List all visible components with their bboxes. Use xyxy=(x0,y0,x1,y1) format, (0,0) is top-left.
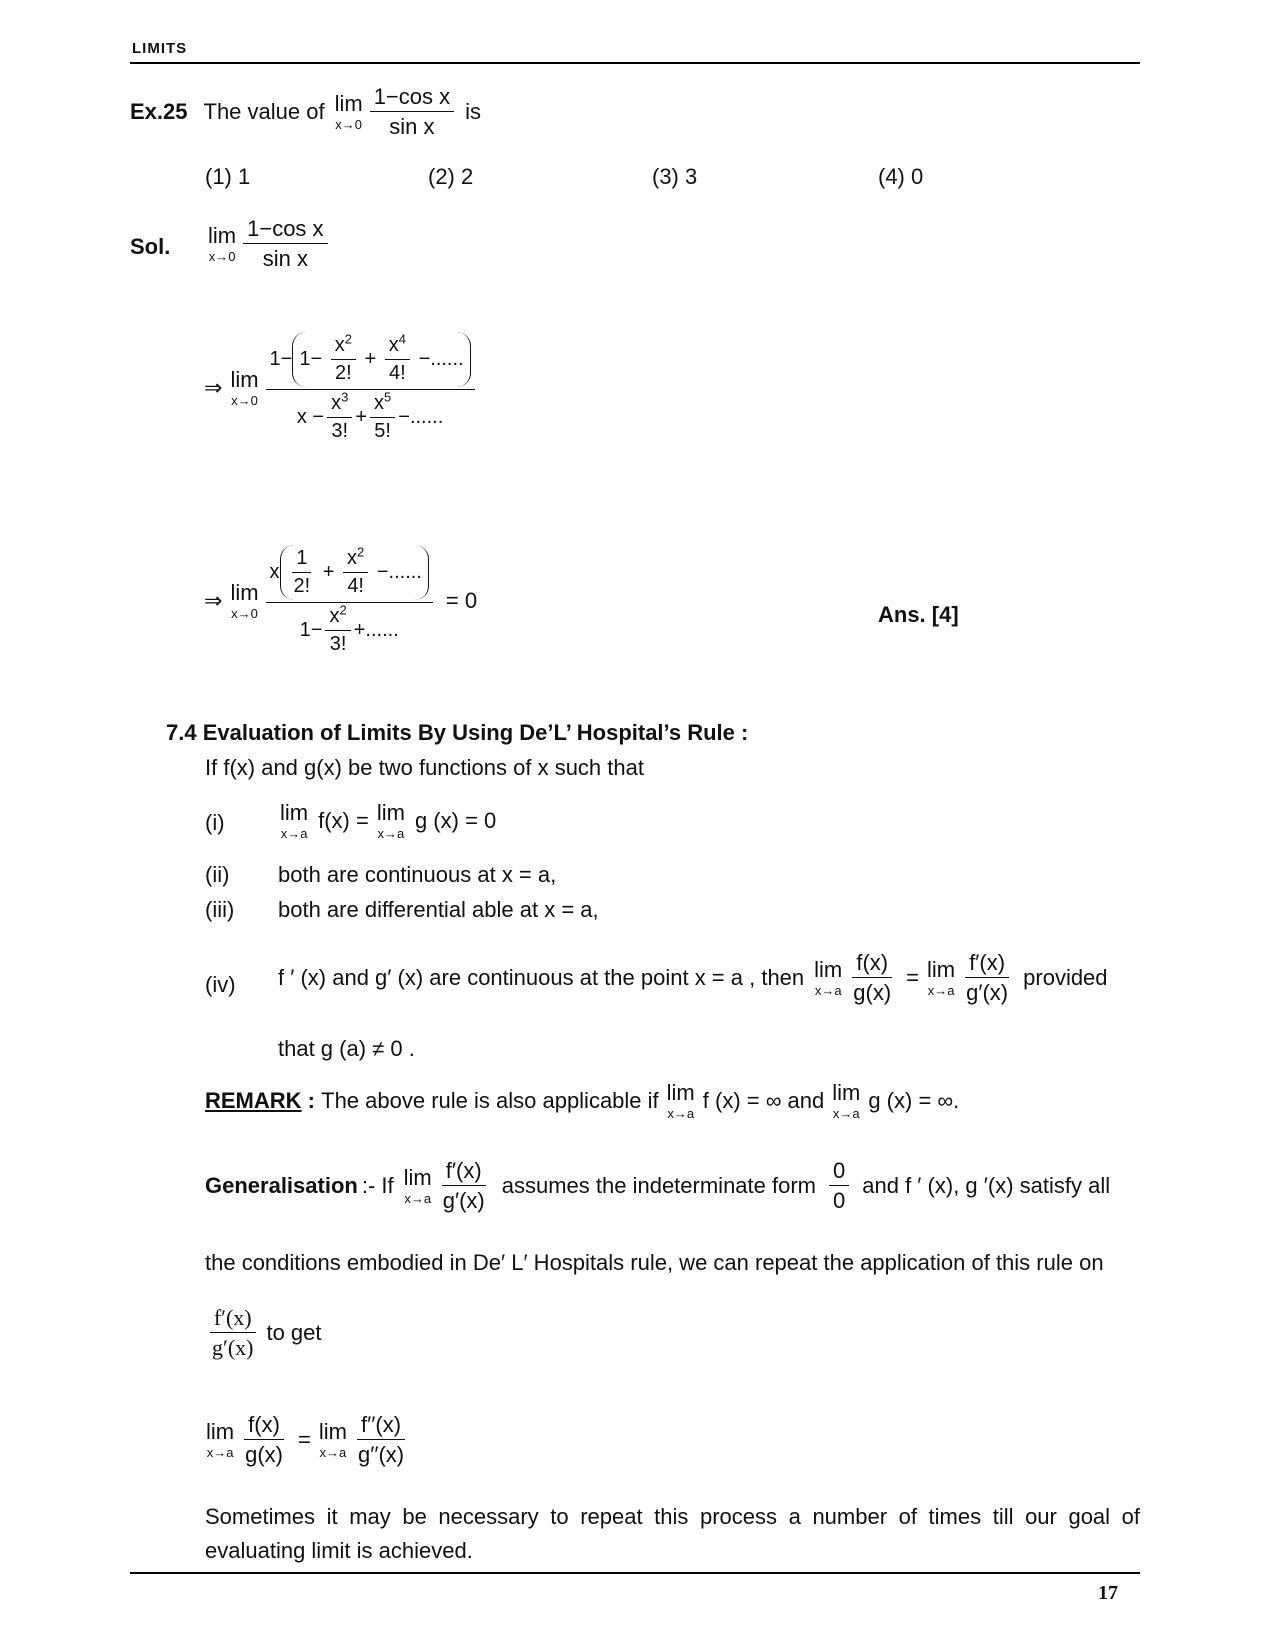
solution-step-2: ⇒ lim x→0 1− 1− $\frac{x^2}{2!}$ + $\frac{x^4}{4!}$ −...... x − $\frac{x^3}{3!}$ + $\frac{x^5}{5!}$ −...... xyxy=(204,332,478,443)
limit-operator: lim x→0 xyxy=(334,90,363,132)
generalisation-label: Generalisation xyxy=(205,1172,358,1198)
solution-label: Sol. xyxy=(130,234,171,259)
cond-iii-number: (iii) xyxy=(205,897,235,922)
generalisation: Generalisation :- If lim x→a f′(x) g′(x) assumes the indeterminate form 0 0 and f ′ (x), g ′(x) satisfy all xyxy=(205,1158,1111,1214)
remark-label: REMARK xyxy=(205,1088,302,1113)
cond-i-expression: lim x→a f(x) = lim x→a g (x) = 0 xyxy=(280,800,497,841)
cond-iii-text: both are differential able at x = a, xyxy=(278,897,599,922)
running-header: LIMITS xyxy=(132,40,188,57)
option-1: (1) 1 xyxy=(205,164,251,189)
solution-step-3: ⇒ lim x→0 x $\frac{1}{2!}$ + $\frac{x^2}{4!}$ −...... 1− $\frac{x^2}{3!}$ +...... = 0 xyxy=(204,544,478,655)
limit-fraction: 1−cos x sin x xyxy=(370,84,454,140)
option-4: (4) 0 xyxy=(878,164,924,189)
cond-iv-number: (iv) xyxy=(205,972,236,997)
series-fraction: 1− 1− $\frac{x^2}{2!}$ + $\frac{x^4}{4!}$ −...... x − $\frac{x^3}{3!}$ + $\frac{x^5}{5!}$ −...... xyxy=(266,332,475,443)
question-prefix: The value of xyxy=(203,98,325,124)
cond-i-number: (i) xyxy=(205,810,225,835)
closing-paragraph: Sometimes it may be necessary to repeat this process a number of times till our goal of evaluating limit is achieved. xyxy=(205,1504,1140,1563)
cond-iv-expression: f ′ (x) and g′ (x) are continuous at the point x = a , then lim x→a $\frac{f(x)}{g(x)}$ = lim x→a f′(x) g′(x) provided xyxy=(278,950,1108,1006)
answer: Ans. [4] xyxy=(878,602,959,627)
cond-ii-text: both are continuous at x = a, xyxy=(278,862,557,887)
question-suffix: is xyxy=(465,98,482,124)
example-25-question xyxy=(130,84,481,140)
example-label: Ex.25 xyxy=(130,98,188,124)
solution-step-1: lim x→0 1−cos x sin x xyxy=(208,216,331,272)
option-2: (2) 2 xyxy=(428,164,474,189)
remark: REMARK : The above rule is also applicable if lim x→a f (x) = ∞ and lim x→a g (x) = ∞. xyxy=(205,1080,960,1121)
section-intro: If f(x) and g(x) be two functions of x such that xyxy=(205,755,644,780)
repeated-rule-expression: lim x→a $\frac{f(x)}{g(x)}$ = lim x→a f′′(x) g′′(x) xyxy=(206,1412,405,1468)
cond-iv-continuation: that g (a) ≠ 0 . xyxy=(278,1036,415,1061)
cond-ii-number: (ii) xyxy=(205,862,230,887)
header-rule xyxy=(130,62,1140,64)
result-equals-zero: = 0 xyxy=(445,587,478,613)
page-number: 17 xyxy=(1098,1582,1118,1604)
generalisation-line-2: the conditions embodied in De′ L′ Hospitals rule, we can repeat the application of this rule on xyxy=(205,1250,1104,1275)
implies-symbol: ⇒ xyxy=(204,374,223,400)
footer-rule xyxy=(130,1572,1140,1574)
generalisation-to-get: f′(x) g′(x) to get xyxy=(205,1305,322,1361)
option-3: (3) 3 xyxy=(652,164,698,189)
section-title: 7.4 Evaluation of Limits By Using De’L’ Hospital’s Rule : xyxy=(166,720,749,745)
